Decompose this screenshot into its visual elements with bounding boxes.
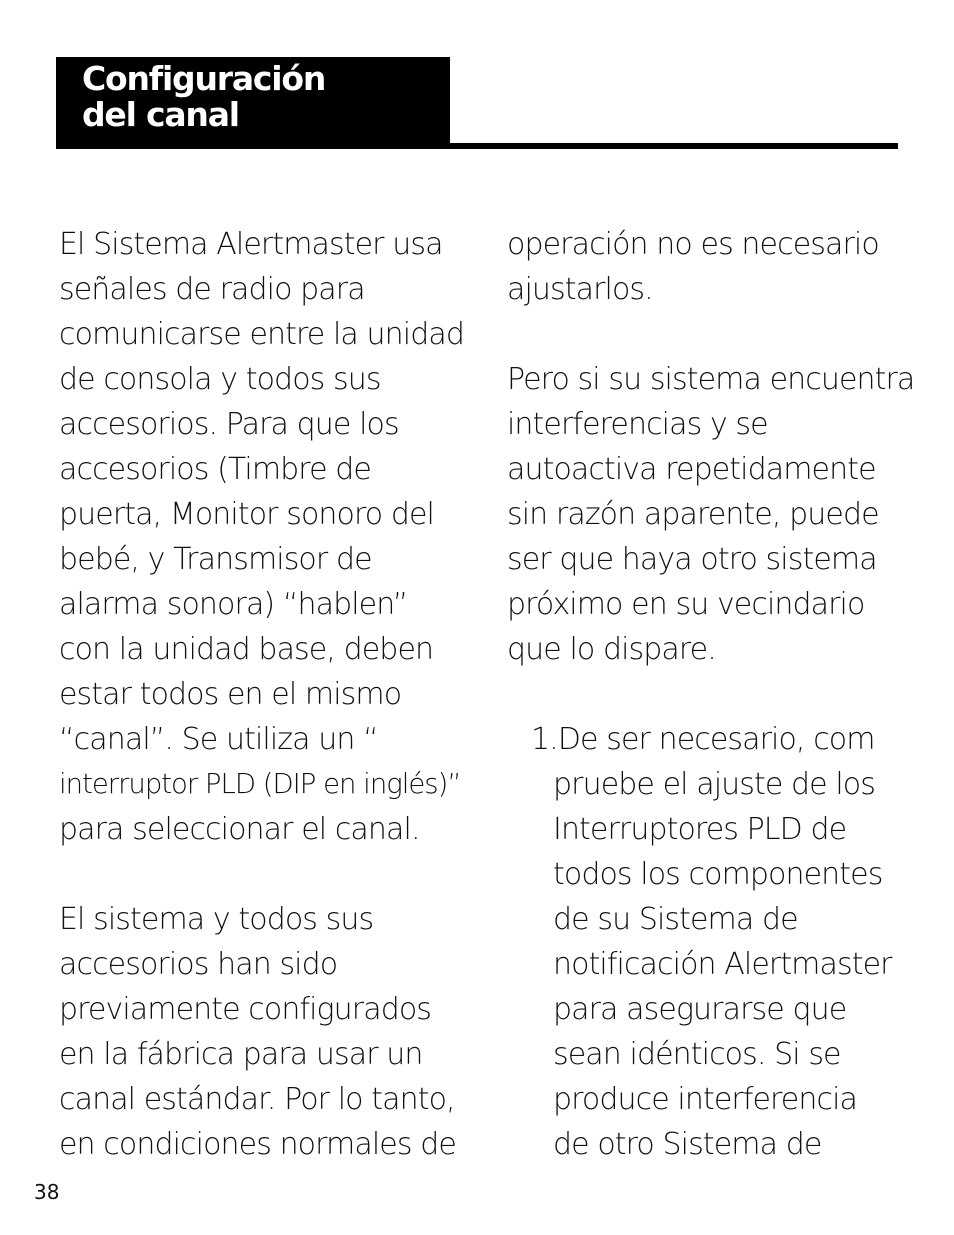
page-title-line-1: Configuración: [82, 59, 326, 98]
text-line: estar todos en el mismo: [59, 677, 402, 712]
text-line: canal estándar. Por lo tanto,: [59, 1082, 455, 1117]
text-line: accesorios (Timbre de: [59, 452, 371, 487]
text-line: notificación Alertmaster: [553, 947, 892, 982]
text-line: puerta, Monitor sonoro del: [59, 497, 434, 532]
text-line: “canal”. Se utiliza un “: [59, 722, 378, 757]
text-line: autoactiva repetidamente: [507, 452, 876, 487]
text-line: que lo dispare.: [507, 632, 716, 667]
text-line: alarma sonora) “hablen”: [59, 587, 408, 622]
paragraph-gap: [507, 312, 907, 357]
text-line: ser que haya otro sistema: [507, 542, 877, 577]
text-line: en condiciones normales de: [59, 1127, 456, 1162]
text-line: en la fábrica para usar un: [59, 1037, 423, 1072]
text-line: El Sistema Alertmaster usa: [59, 227, 443, 262]
text-line: sin razón aparente, puede: [507, 497, 879, 532]
text-line: de otro Sistema de: [553, 1127, 822, 1162]
text-line: sean idénticos. Si se: [553, 1037, 841, 1072]
page-title-line-2: del canal: [82, 95, 239, 134]
text-line: de consola y todos sus: [59, 362, 381, 397]
text-line: interferencias y se: [507, 407, 768, 442]
text-line: produce interferencia: [553, 1082, 857, 1117]
text-line: bebé, y Transmisor de: [59, 542, 372, 577]
text-line: interruptor PLD (DIP en inglés)”: [59, 768, 461, 800]
text-line: pruebe el ajuste de los: [553, 767, 875, 802]
numbered-list-item: [531, 717, 907, 1167]
text-line: con la unidad base, deben: [59, 632, 434, 667]
text-line: de su Sistema de: [553, 902, 798, 937]
text-line: El sistema y todos sus: [59, 902, 374, 937]
header-rule: [56, 143, 898, 149]
paragraph-gap: [507, 672, 907, 717]
right-paragraph-1: [507, 222, 907, 312]
text-line: para seleccionar el canal.: [59, 812, 420, 847]
paragraph-gap: [59, 852, 459, 897]
page-title: [82, 61, 325, 133]
text-line: Interruptores PLD de: [553, 812, 847, 847]
text-line: Pero si su sistema encuentra: [507, 362, 915, 397]
left-paragraph-2: [59, 897, 459, 1167]
text-line: para asegurarse que: [553, 992, 847, 1027]
text-line: señales de radio para: [59, 272, 365, 307]
text-line: previamente configurados: [59, 992, 432, 1027]
text-line: accesorios han sido: [59, 947, 338, 982]
text-line: comunicarse entre la unidad: [59, 317, 464, 352]
text-line: accesorios. Para que los: [59, 407, 399, 442]
right-column: [507, 222, 915, 1167]
text-line: todos los componentes: [553, 857, 883, 892]
left-paragraph-1: [59, 222, 464, 852]
page-number: 38: [34, 1180, 60, 1204]
right-paragraph-2: [507, 357, 915, 672]
text-line: 1.De ser necesario, com: [531, 722, 875, 757]
left-column: [59, 222, 464, 1167]
text-line: próximo en su vecindario: [507, 587, 865, 622]
text-line: ajustarlos.: [507, 272, 653, 307]
text-line: operación no es necesario: [507, 227, 879, 262]
